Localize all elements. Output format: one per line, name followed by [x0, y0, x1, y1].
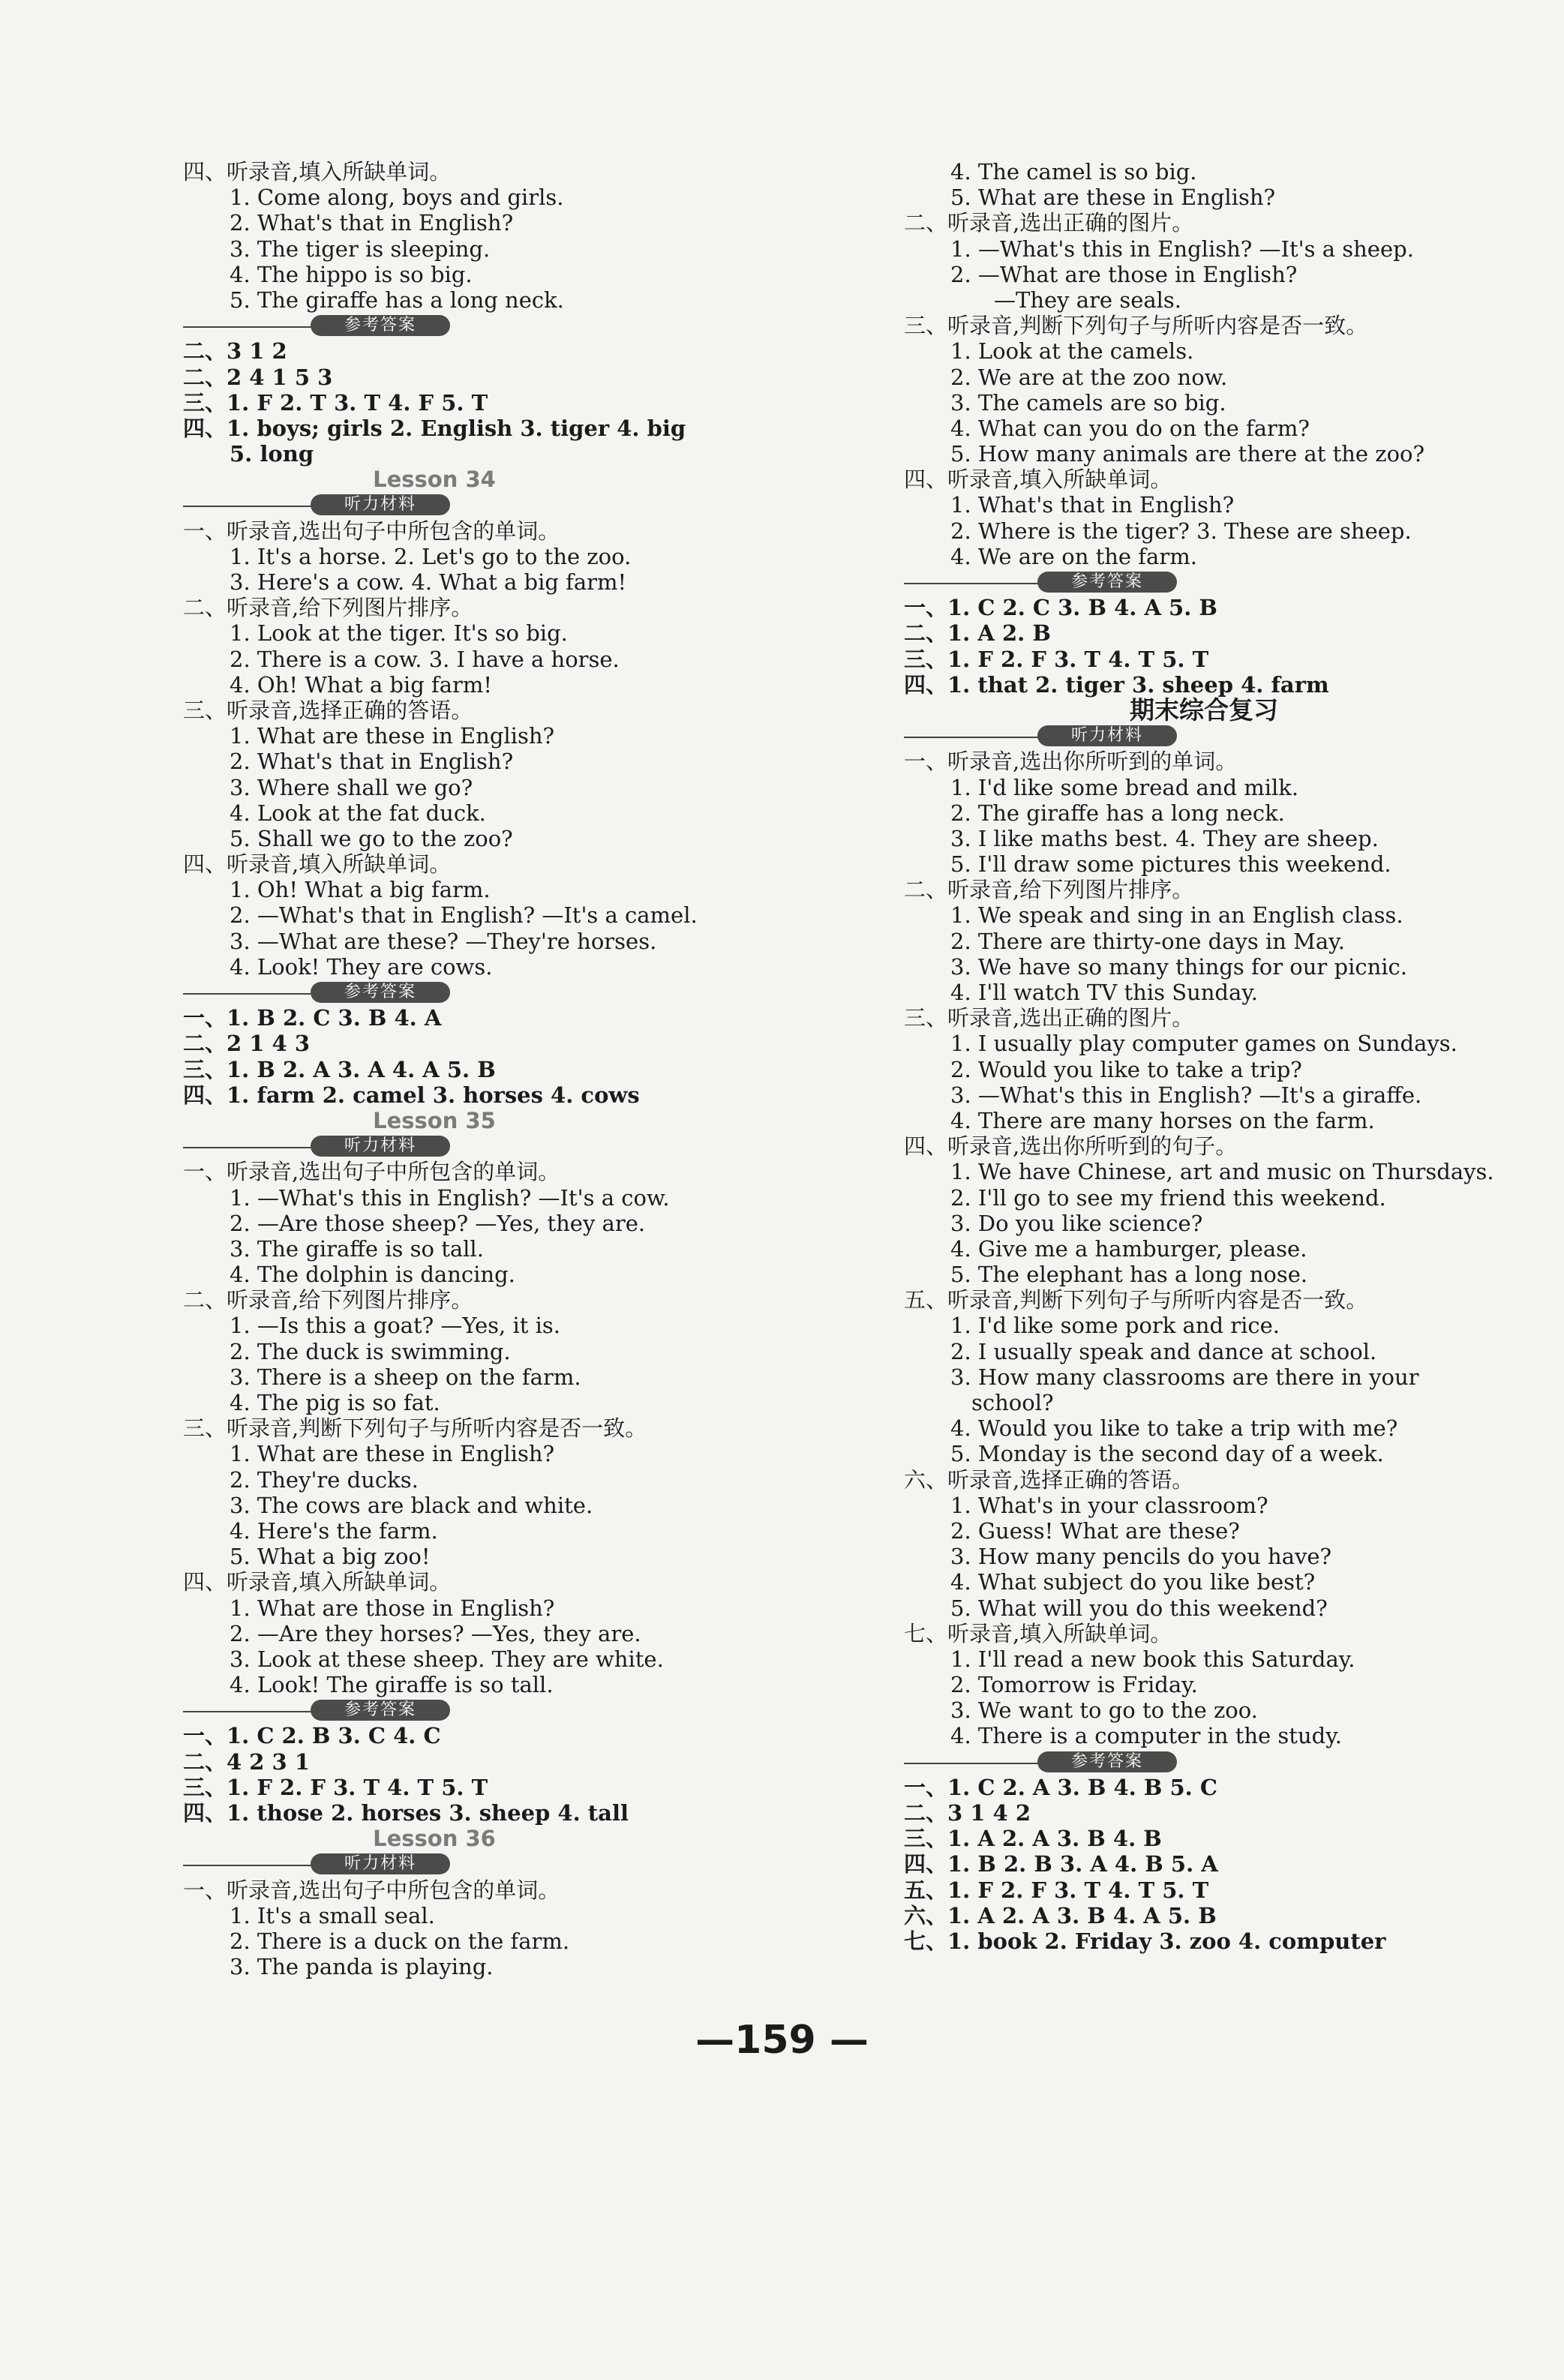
exercise-heading: 一、听录音,选出你所听到的单词。	[904, 749, 1238, 775]
answer-line: 二、4 2 3 1	[183, 1748, 311, 1775]
transcript-line: 5. I'll draw some pictures this weekend.	[950, 851, 1391, 878]
transcript-line: 2. The giraffe has a long neck.	[950, 800, 1285, 826]
transcript-line: 1. I usually play computer games on Sundays.	[950, 1031, 1457, 1057]
transcript-line-continued: school?	[971, 1390, 1054, 1415]
answer-line: 五、1. F 2. F 3. T 4. T 5. T	[904, 1877, 1209, 1903]
banner-label: 听力材料	[311, 494, 450, 515]
exercise-heading: 五、听录音,判断下列句子与所听内容是否一致。	[904, 1287, 1368, 1313]
answer-line: 二、2 1 4 3	[183, 1031, 311, 1057]
transcript-line: 3. Where shall we go?	[230, 774, 473, 800]
exercise-heading: 七、听录音,填入所缺单词。	[904, 1620, 1172, 1646]
transcript-line: 5. What are these in English?	[950, 185, 1276, 211]
exercise-heading: 四、听录音,选出你所听到的句子。	[904, 1133, 1238, 1160]
exercise-heading: 一、听录音,选出句子中所包含的单词。	[183, 518, 560, 544]
transcript-line: 3. —What's this in English? —It's a giraffe.	[950, 1082, 1422, 1108]
answer-line: 七、1. book 2. Friday 3. zoo 4. computer	[904, 1928, 1386, 1954]
answer-line: 一、1. C 2. A 3. B 4. B 5. C	[904, 1774, 1217, 1800]
transcript-line: 4. Give me a hamburger, please.	[950, 1235, 1307, 1262]
answer-line: 四、1. farm 2. camel 3. horses 4. cows	[183, 1082, 640, 1108]
transcript-line: 4. There are many horses on the farm.	[950, 1107, 1375, 1133]
exercise-heading: 三、听录音,选择正确的答语。	[183, 697, 473, 723]
transcript-line: 2. I usually speak and dance at school.	[950, 1338, 1377, 1364]
page-number: —159 —	[695, 2018, 869, 2063]
exercise-heading: 三、听录音,选出正确的图片。	[904, 1005, 1194, 1031]
answer-line: 三、1. B 2. A 3. A 4. A 5. B	[183, 1056, 496, 1082]
transcript-line: 4. What can you do on the farm?	[950, 415, 1310, 441]
transcript-line: 4. The dolphin is dancing.	[230, 1262, 515, 1288]
exercise-heading: 二、听录音,给下列图片排序。	[183, 1287, 473, 1313]
transcript-line: 2. What's that in English?	[230, 210, 514, 236]
transcript-line: 3. How many pencils do you have?	[950, 1544, 1332, 1570]
transcript-line: 1. What are those in English?	[230, 1595, 555, 1621]
answer-line: 三、1. F 2. T 3. T 4. F 5. T	[183, 389, 488, 416]
transcript-line: 4. Look at the fat duck.	[230, 800, 486, 826]
answer-line: 二、2 4 1 5 3	[183, 364, 333, 390]
transcript-line: 3. The tiger is sleeping.	[230, 236, 491, 262]
transcript-line: 2. There is a cow. 3. I have a horse.	[230, 646, 620, 672]
transcript-line: 1. Oh! What a big farm.	[230, 877, 491, 903]
transcript-line: 3. The cows are black and white.	[230, 1492, 593, 1518]
lesson-title: Lesson 36	[373, 1826, 496, 1852]
transcript-line: 4. Look! They are cows.	[230, 953, 493, 980]
transcript-line: 1. I'd like some pork and rice.	[950, 1313, 1280, 1339]
banner-label: 听力材料	[311, 1136, 450, 1157]
transcript-line: 5. Monday is the second day of a week.	[950, 1441, 1384, 1467]
exercise-heading: 二、听录音,给下列图片排序。	[904, 877, 1194, 903]
transcript-line: 4. We are on the farm.	[950, 543, 1197, 569]
answer-key-banner	[904, 569, 1504, 595]
transcript-line: 2. Guess! What are these?	[950, 1517, 1240, 1544]
transcript-line: 3. We want to go to the zoo.	[950, 1697, 1258, 1724]
transcript-line: 1. Look at the tiger. It's so big.	[230, 620, 568, 647]
transcript-line: 3. There is a sheep on the farm.	[230, 1364, 581, 1390]
listening-material-banner	[183, 492, 768, 518]
transcript-line: 3. I like maths best. 4. They are sheep.	[950, 825, 1379, 851]
exercise-heading: 三、听录音,判断下列句子与所听内容是否一致。	[904, 313, 1368, 339]
exercise-heading: 二、听录音,选出正确的图片。	[904, 210, 1194, 236]
transcript-line: 2. Tomorrow is Friday.	[950, 1672, 1198, 1698]
transcript-line: 1. Look at the camels.	[950, 338, 1194, 365]
answer-key-banner	[183, 980, 768, 1005]
transcript-line: 1. We speak and sing in an English class.	[950, 902, 1403, 929]
lesson-title: Lesson 34	[373, 467, 496, 493]
transcript-line: 2. They're ducks.	[230, 1466, 419, 1493]
banner-label: 听力材料	[1037, 725, 1177, 746]
transcript-line: 2. —What are those in English?	[950, 261, 1298, 287]
answer-line: 二、3 1 4 2	[904, 1800, 1031, 1826]
exercise-heading: 六、听录音,选择正确的答语。	[904, 1466, 1194, 1493]
transcript-line: 1. Come along, boys and girls.	[230, 185, 564, 211]
lesson-title: Lesson 35	[373, 1107, 496, 1133]
transcript-line: 2. —What's that in English? —It's a camel.	[230, 902, 698, 929]
transcript-line: 2. I'll go to see my friend this weekend.	[950, 1184, 1386, 1211]
transcript-line: 1. What's that in English?	[950, 492, 1235, 518]
transcript-line: 2. —Are they horses? —Yes, they are.	[230, 1620, 641, 1646]
transcript-line: 1. —What's this in English? —It's a cow.	[230, 1184, 670, 1211]
transcript-line: 2. What's that in English?	[230, 749, 514, 775]
transcript-line: 4. What subject do you like best?	[950, 1569, 1316, 1595]
answer-line: 三、1. F 2. F 3. T 4. T 5. T	[183, 1774, 488, 1800]
transcript-line: 1. I'd like some bread and milk.	[950, 774, 1299, 800]
transcript-line: 1. —What's this in English? —It's a sheep.	[950, 236, 1414, 262]
answer-key-banner	[183, 1697, 768, 1723]
transcript-line: 4. The pig is so fat.	[230, 1390, 440, 1415]
transcript-line: 4. Here's the farm.	[230, 1517, 438, 1544]
answer-line: 四、1. boys; girls 2. English 3. tiger 4. big	[183, 415, 686, 441]
transcript-line: —They are seals.	[994, 287, 1182, 313]
exercise-heading: 四、听录音,填入所缺单词。	[183, 1569, 452, 1595]
banner-label: 参考答案	[311, 982, 450, 1003]
transcript-line: 4. The camel is so big.	[950, 159, 1197, 185]
transcript-line: 3. We have so many things for our picnic.	[950, 953, 1407, 980]
answer-line: 二、3 1 2	[183, 338, 287, 365]
transcript-line: 1. What's in your classroom?	[950, 1492, 1268, 1518]
answer-line: 四、1. that 2. tiger 3. sheep 4. farm	[904, 671, 1329, 698]
transcript-line: 2. Would you like to take a trip?	[950, 1056, 1302, 1082]
answer-line: 5. long	[230, 441, 314, 467]
answer-line: 一、1. B 2. C 3. B 4. A	[183, 1005, 442, 1031]
transcript-line: 3. Do you like science?	[950, 1210, 1203, 1236]
transcript-line: 3. The camels are so big.	[950, 389, 1226, 416]
answer-line: 一、1. C 2. C 3. B 4. A 5. B	[904, 595, 1217, 621]
transcript-line: 1. It's a horse. 2. Let's go to the zoo.	[230, 543, 632, 569]
banner-label: 参考答案	[1037, 572, 1177, 593]
transcript-line: 1. What are these in English?	[230, 723, 555, 749]
transcript-line: 1. I'll read a new book this Saturday.	[950, 1646, 1355, 1672]
right-column	[904, 159, 1504, 1954]
banner-label: 参考答案	[311, 315, 450, 336]
exercise-heading: 二、听录音,给下列图片排序。	[183, 595, 473, 621]
transcript-line: 3. Look at these sheep. They are white.	[230, 1646, 664, 1672]
left-column	[183, 159, 768, 1979]
banner-label: 听力材料	[311, 1853, 450, 1874]
transcript-line: 4. Look! The giraffe is so tall.	[230, 1672, 554, 1698]
answer-key-banner	[904, 1749, 1504, 1775]
listening-material-banner	[183, 1133, 768, 1159]
answer-line: 三、1. F 2. F 3. T 4. T 5. T	[904, 646, 1209, 672]
transcript-line: 2. Where is the tiger? 3. These are sheep.	[950, 518, 1412, 544]
transcript-line: 2. We are at the zoo now.	[950, 364, 1228, 390]
transcript-line: 2. The duck is swimming.	[230, 1338, 511, 1364]
exercise-heading: 一、听录音,选出句子中所包含的单词。	[183, 1877, 560, 1903]
exercise-heading: 三、听录音,判断下列句子与所听内容是否一致。	[183, 1415, 647, 1442]
answer-key-banner	[183, 313, 768, 338]
transcript-line: 1. What are these in English?	[230, 1441, 555, 1467]
listening-material-banner	[904, 723, 1504, 749]
transcript-line: 3. —What are these? —They're horses.	[230, 928, 657, 954]
banner-label: 参考答案	[311, 1700, 450, 1721]
transcript-line: 3. Here's a cow. 4. What a big farm!	[230, 569, 627, 595]
transcript-line: 3. How many classrooms are there in your	[950, 1364, 1419, 1390]
banner-label: 参考答案	[1037, 1751, 1177, 1772]
transcript-line: 2. There are thirty-one days in May.	[950, 928, 1345, 954]
answer-line: 六、1. A 2. A 3. B 4. A 5. B	[904, 1902, 1217, 1928]
transcript-line: 3. The giraffe is so tall.	[230, 1235, 484, 1262]
transcript-line: 4. There is a computer in the study.	[950, 1723, 1342, 1749]
transcript-line: 5. The elephant has a long nose.	[950, 1262, 1308, 1288]
answer-line: 二、1. A 2. B	[904, 620, 1051, 647]
answer-line: 四、1. those 2. horses 3. sheep 4. tall	[183, 1800, 629, 1826]
answer-line: 三、1. A 2. A 3. B 4. B	[904, 1826, 1162, 1852]
transcript-line: 1. —Is this a goat? —Yes, it is.	[230, 1313, 561, 1339]
transcript-line: 5. Shall we go to the zoo?	[230, 825, 513, 851]
exercise-heading: 四、听录音,填入所缺单词。	[183, 851, 452, 878]
transcript-line: 5. What will you do this weekend?	[950, 1595, 1328, 1621]
listening-material-banner	[183, 1851, 768, 1877]
transcript-line: 4. Oh! What a big farm!	[230, 671, 493, 698]
transcript-line: 3. The panda is playing.	[230, 1954, 494, 1980]
exercise-heading: 四、听录音,填入所缺单词。	[183, 159, 452, 185]
answer-line: 一、1. C 2. B 3. C 4. C	[183, 1723, 441, 1749]
transcript-line: 4. I'll watch TV this Sunday.	[950, 980, 1259, 1005]
transcript-line: 1. It's a small seal.	[230, 1902, 435, 1928]
review-section-title: 期末综合复习	[1130, 695, 1278, 725]
transcript-line: 1. We have Chinese, art and music on Thursdays.	[950, 1159, 1494, 1185]
transcript-line: 2. There is a duck on the farm.	[230, 1928, 570, 1954]
transcript-line: 5. How many animals are there at the zoo?	[950, 441, 1425, 467]
transcript-line: 5. The giraffe has a long neck.	[230, 287, 564, 313]
transcript-line: 4. Would you like to take a trip with me?	[950, 1415, 1398, 1442]
exercise-heading: 一、听录音,选出句子中所包含的单词。	[183, 1159, 560, 1185]
transcript-line: 2. —Are those sheep? —Yes, they are.	[230, 1210, 646, 1236]
exercise-heading: 四、听录音,填入所缺单词。	[904, 467, 1172, 493]
transcript-line: 4. The hippo is so big.	[230, 261, 473, 287]
transcript-line: 5. What a big zoo!	[230, 1544, 431, 1570]
answer-line: 四、1. B 2. B 3. A 4. B 5. A	[904, 1851, 1218, 1877]
